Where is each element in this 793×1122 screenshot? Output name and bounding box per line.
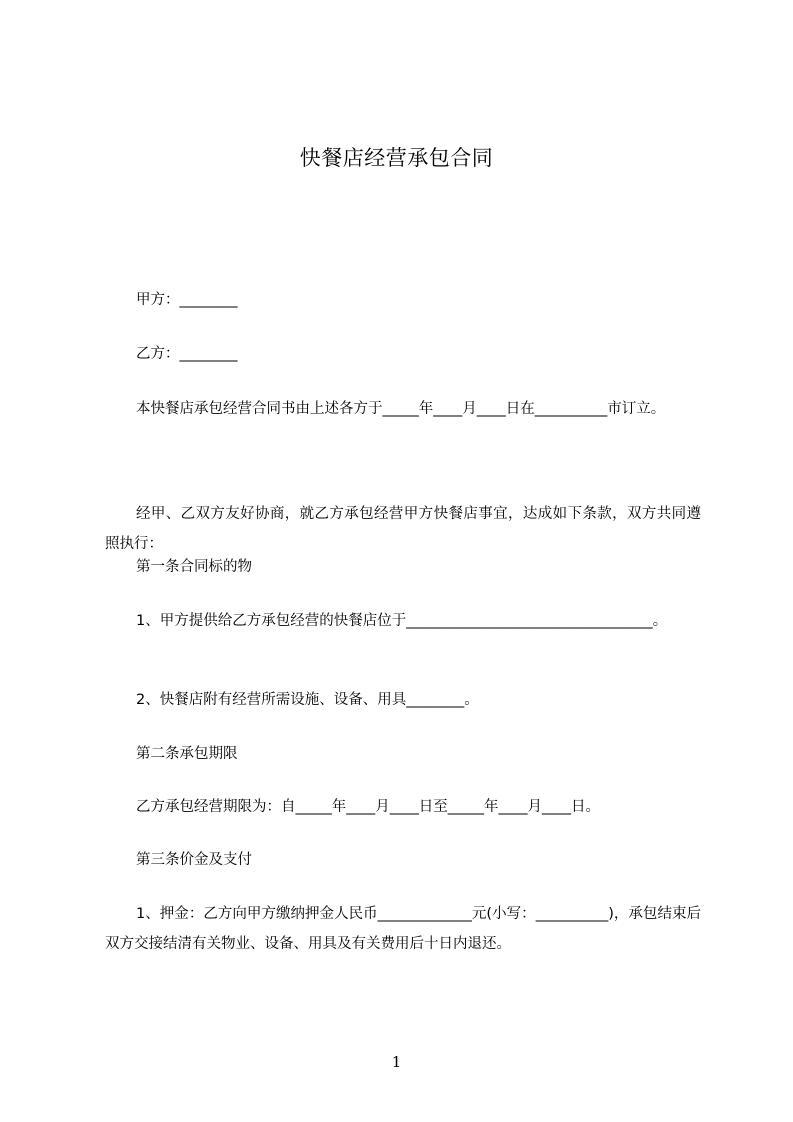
article-1-item-1: 1、甲方提供给乙方承包经营的快餐店位于__________________________________。 <box>136 613 668 629</box>
party-a-line: 甲方：________ <box>136 292 238 308</box>
article-1-heading: 第一条合同标的物 <box>136 559 252 575</box>
document-title: 快餐店经营承包合同 <box>299 146 494 170</box>
page-number: 1 <box>391 1053 402 1071</box>
article-3-item-1: 1、押金：乙方向甲方缴纳押金人民币_____________元(小写：__________)，承包结束后双方交接结清有关物业、设备、用具及有关费用后十日内退还。 <box>105 906 701 952</box>
party-b-line: 乙方：________ <box>136 346 238 362</box>
article-2-heading: 第二条承包期限 <box>136 746 238 762</box>
negotiation-paragraph: 经甲、乙双方友好协商，就乙方承包经营甲方快餐店事宜，达成如下条款，双方共同遵照执行： <box>105 506 701 552</box>
article-1-item-2: 2、快餐店附有经营所需设施、设备、用具________。 <box>136 692 479 708</box>
article-3-heading: 第三条价金及支付 <box>136 852 252 868</box>
article-2-term: 乙方承包经营期限为：自_____年____月____日至_____年____月____日。 <box>136 799 600 815</box>
signing-paragraph: 本快餐店承包经营合同书由上述各方于_____年____月____日在__________市订立。 <box>136 401 666 417</box>
